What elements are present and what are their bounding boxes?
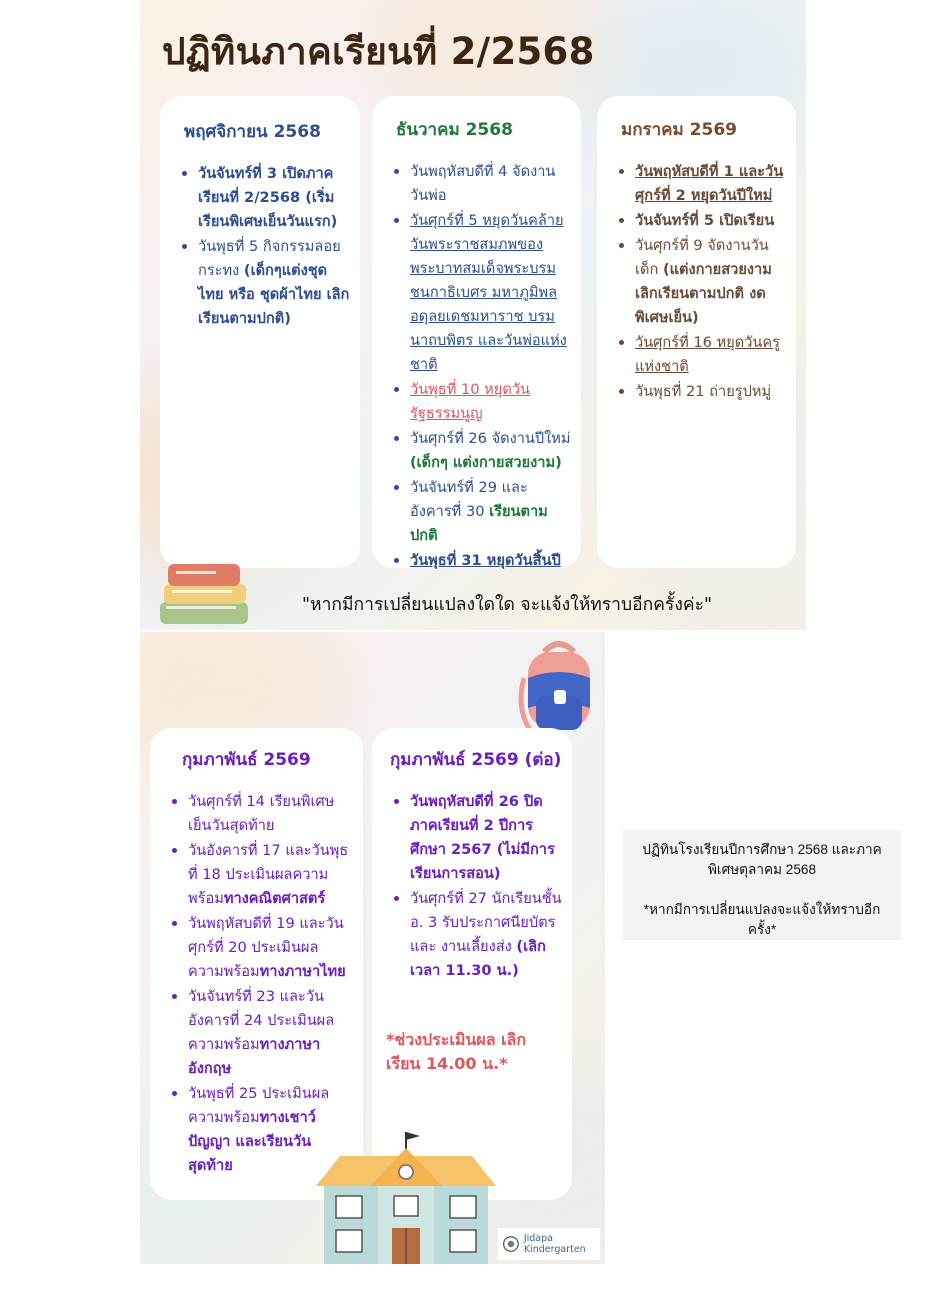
list-item: • วันศุกร์ที่ 16 หยุดวันครูแห่งชาติ (635, 330, 786, 379)
list-item: • วันพุธที่ 31 หยุดวันสิ้นปี (410, 548, 571, 573)
list-item: • วันพฤหัสบดีที่ 19 และวันศุกร์ที่ 20 ประเมินผลความพร้อมทางภาษาไทย (188, 911, 353, 984)
list-item: • วันศุกร์ที่ 9 จัดงานวันเด็ก (แต่งกายสวยงาม เลิกเรียนตามปกติ งดพิเศษเย็น) (635, 233, 786, 330)
list-item: • วันศุกร์ที่ 26 จัดงานปีใหม่ (เด็กๆ แต่งกายสวยงาม) (410, 426, 571, 475)
list-item: • วันพุธที่ 10 หยุดวันรัฐธรรมนูญ (410, 377, 571, 426)
list-item: • วันพฤหัสบดีที่ 1 และวันศุกร์ที่ 2 หยุดวันปีใหม่ (635, 159, 786, 208)
list-item: • วันพุธที่ 25 ประเมินผลความพร้อมทางเชาว์ปัญญา และเรียนวันสุดท้าย (188, 1081, 353, 1178)
assessment-note: *ช่วงประเมินผล เลิกเรียน 14.00 น.* (386, 1030, 527, 1073)
card-november-2568 (160, 96, 360, 568)
calendar-info-box (623, 830, 901, 940)
list-item: • วันจันทร์ที่ 29 และ อังคารที่ 30 เรียนตามปกติ (410, 475, 571, 548)
backpack-illustration (514, 638, 604, 738)
card-heading: ธันวาคม 2568 (396, 120, 513, 140)
books-illustration (156, 556, 252, 630)
change-notice: "หากมีการเปลี่ยนแปลงใดใด จะแจ้งให้ทราบอีกครั้งค่ะ" (302, 595, 713, 615)
card-heading: กุมภาพันธ์ 2569 (182, 750, 311, 770)
card-heading: มกราคม 2569 (621, 120, 737, 140)
school-illustration (310, 1128, 502, 1264)
card-january-2569 (597, 96, 796, 568)
logo-text: Jidapa Kindergarten (523, 1233, 586, 1255)
calendar-poster-top (140, 0, 806, 630)
card-heading: กุมภาพันธ์ 2569 (ต่อ) (390, 750, 562, 770)
card-december-2568 (372, 96, 581, 568)
card-heading: พฤศจิกายน 2568 (184, 122, 321, 142)
list-item: • วันพุธที่ 21 ถ่ายรูปหมู่ (635, 379, 786, 404)
list-item: • วันจันทร์ที่ 5 เปิดเรียน (635, 208, 786, 233)
list-item: • วันพฤหัสบดีที่ 4 จัดงานวันพ่อ (410, 159, 571, 208)
info-line: ปฏิทินโรงเรียนปีการศึกษา 2568 และภาคพิเศษตุลาคม 2568 (642, 842, 882, 877)
list-item: • วันอังคารที่ 17 และวันพุธที่ 18 ประเมินผลความพร้อมทางคณิตศาสตร์ (188, 838, 353, 911)
school-crest-icon (502, 1233, 520, 1255)
list-item: • วันศุกร์ที่ 5 หยุดวันคล้ายวันพระราชสมภพของพระบาทสมเด็จพระบรมชนกาธิเบศร มหาภูมิพลอดุลยเดชมหาราช บรมนาถบพิตร และวันพ่อแห่งชาติ (410, 208, 571, 377)
page-title: ปฏิทินภาคเรียนที่ 2/2568 (162, 30, 595, 73)
list-item: • วันพฤหัสบดีที่ 26 ปิดภาคเรียนที่ 2 ปีการศึกษา 2567 (ไม่มีการเรียนการสอน) (410, 789, 562, 886)
info-note: *หากมีการเปลี่ยนแปลงจะแจ้งให้ทราบอีกครั้ง* (643, 902, 881, 937)
list-item: • วันจันทร์ที่ 3 เปิดภาคเรียนที่ 2/2568 (เริ่มเรียนพิเศษเย็นวันแรก) (198, 161, 350, 234)
list-item: • วันจันทร์ที่ 23 และวันอังคารที่ 24 ประเมินผลความพร้อมทางภาษาอังกฤษ (188, 984, 353, 1081)
list-item: • วันพุธที่ 5 กิจกรรมลอยกระทง (เด็กๆแต่งชุดไทย หรือ ชุดผ้าไทย เลิกเรียนตามปกติ) (198, 234, 350, 331)
calendar-poster-bottom (140, 632, 605, 1264)
list-item: • วันศุกร์ที่ 14 เรียนพิเศษเย็นวันสุดท้าย (188, 789, 353, 838)
list-item: • วันศุกร์ที่ 27 นักเรียนชั้นอ. 3 รับประกาศนียบัตร และ งานเลี้ยงส่ง (เลิกเวลา 11.30 น.) (410, 886, 562, 983)
kindergarten-logo (498, 1228, 600, 1260)
